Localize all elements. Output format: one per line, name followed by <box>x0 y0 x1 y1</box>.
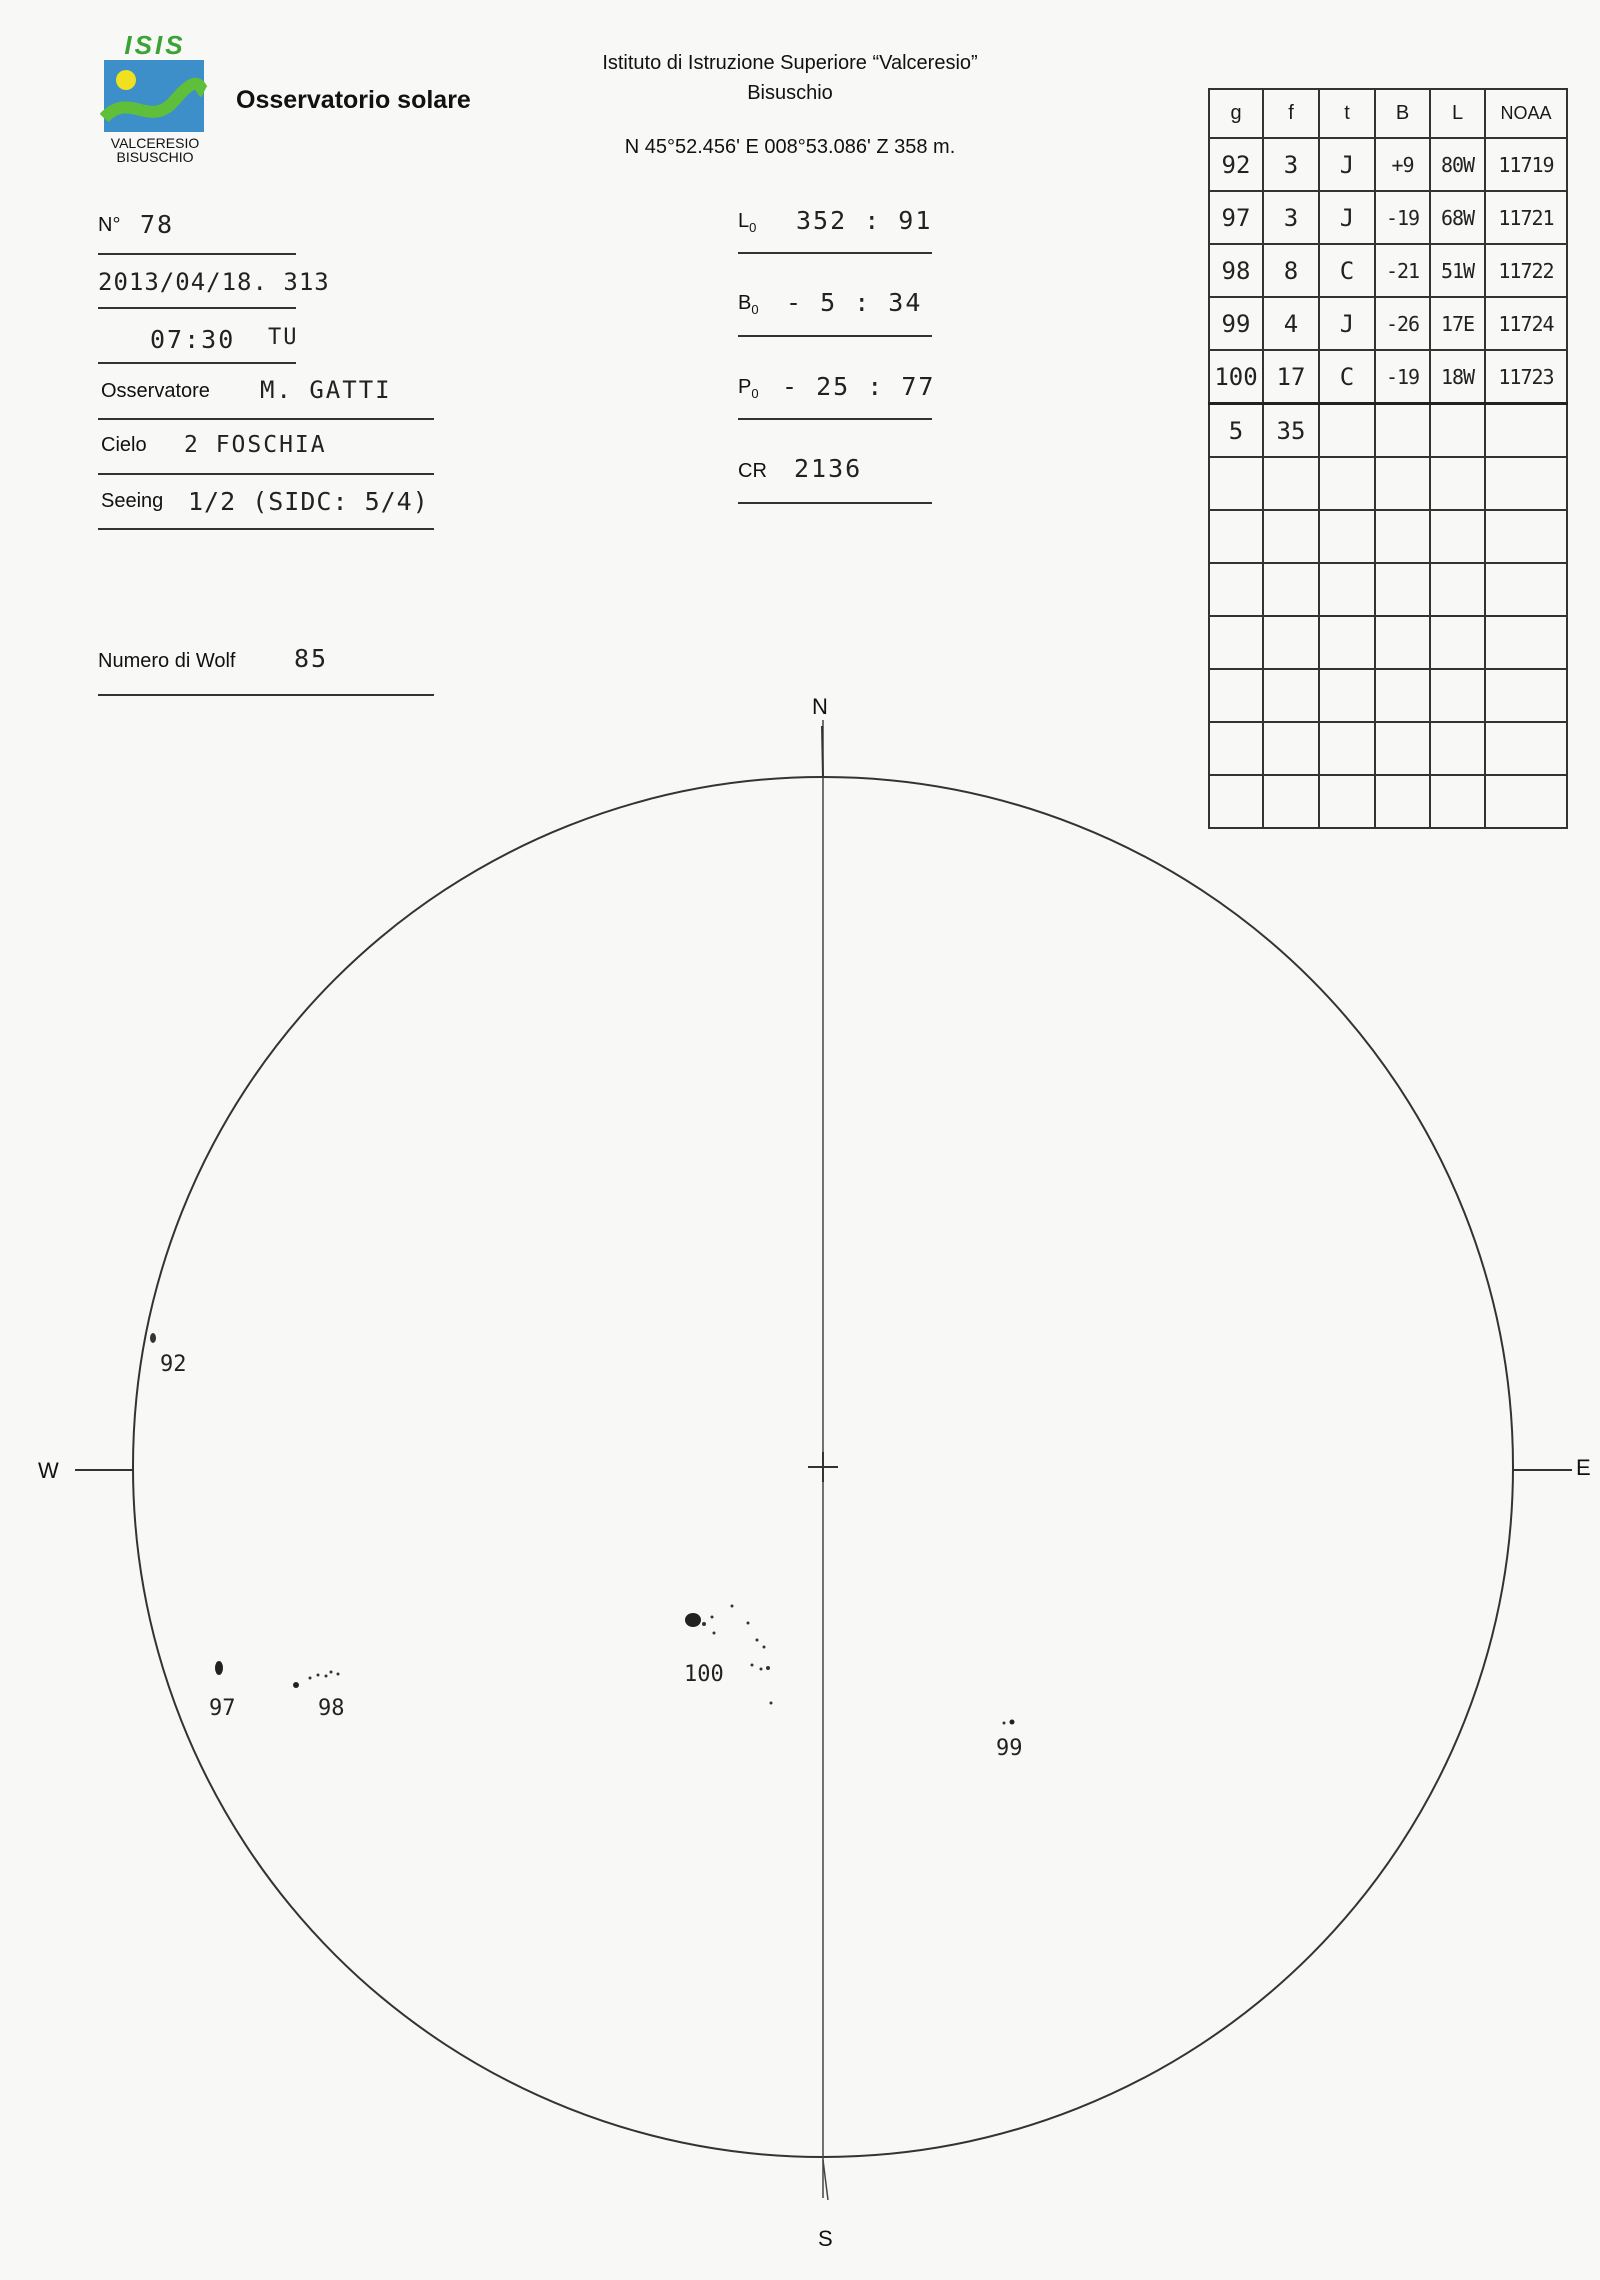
l0-value: 352 : 91 <box>796 206 933 235</box>
table-row <box>1209 350 1567 404</box>
divider <box>98 362 296 364</box>
divider <box>98 528 434 530</box>
seeing-value: 1/2 (SIDC: 5/4) <box>188 487 429 516</box>
column-header: L <box>1430 89 1485 138</box>
observatory-title: Osservatorio solare <box>236 86 471 114</box>
table-row <box>1209 191 1567 244</box>
table-cell: J <box>1319 297 1375 350</box>
divider <box>98 418 434 420</box>
group-label: 97 <box>209 1696 236 1721</box>
column-header: g <box>1209 89 1263 138</box>
table-cell: +9 <box>1375 138 1430 191</box>
seeing-label: Seeing <box>101 490 164 512</box>
compass-north: N <box>812 694 828 719</box>
logo-word: ISIS <box>124 30 186 60</box>
sunspot <box>711 1616 714 1619</box>
totals-row <box>1209 404 1567 458</box>
table-cell: 11724 <box>1485 297 1567 350</box>
table-cell: 11719 <box>1485 138 1567 191</box>
l0-label: $L_0$ <box>738 210 757 235</box>
table-cell: J <box>1319 191 1375 244</box>
group-label: 92 <box>160 1352 187 1377</box>
time-suffix: TU <box>268 325 299 350</box>
table-row <box>1209 244 1567 297</box>
sunspot <box>325 1675 328 1678</box>
table-cell: 17 <box>1263 350 1319 404</box>
divider <box>738 335 932 337</box>
table-cell: -26 <box>1375 297 1430 350</box>
p0-label: $P_0$ <box>738 376 759 401</box>
observer-label: Osservatore <box>101 380 210 402</box>
north-tick <box>822 726 823 778</box>
institute-location: Bisuschio <box>747 82 833 104</box>
total-spots: 35 <box>1263 404 1319 458</box>
sunspot <box>702 1622 706 1626</box>
table-row <box>1209 138 1567 191</box>
sunspot <box>760 1668 763 1671</box>
divider <box>738 502 932 504</box>
table-cell: 4 <box>1263 297 1319 350</box>
logo-caption: BISUSCHIO <box>116 149 194 165</box>
table-cell <box>1375 404 1430 458</box>
b0-value: - 5 : 34 <box>786 288 923 317</box>
table-cell: 17E <box>1430 297 1485 350</box>
observer-name: M. GATTI <box>260 376 392 404</box>
sunspot <box>309 1677 312 1680</box>
table-row <box>1209 297 1567 350</box>
table-cell: J <box>1319 138 1375 191</box>
sunspot <box>150 1333 156 1343</box>
column-header: NOAA <box>1485 89 1567 138</box>
sunspot <box>293 1682 299 1688</box>
divider <box>98 307 296 309</box>
table-cell: 99 <box>1209 297 1263 350</box>
column-header: t <box>1319 89 1375 138</box>
sky-condition: 2 FOSCHIA <box>184 432 327 458</box>
empty-row <box>1209 457 1567 510</box>
sunspot <box>751 1664 754 1667</box>
sky-label: Cielo <box>101 434 147 456</box>
table-cell: 98 <box>1209 244 1263 297</box>
group-label: 100 <box>684 1662 724 1687</box>
table-header-row <box>1209 89 1567 138</box>
sunspot <box>1003 1722 1006 1725</box>
sunspot <box>215 1661 223 1675</box>
observation-time: 07:30 <box>150 325 236 354</box>
table-cell: 3 <box>1263 138 1319 191</box>
table-cell: 51W <box>1430 244 1485 297</box>
compass-east: E <box>1576 1455 1591 1480</box>
group-label: 99 <box>996 1736 1023 1761</box>
cr-label: CR <box>738 460 767 482</box>
wolf-number: 85 <box>294 644 329 673</box>
column-header: f <box>1263 89 1319 138</box>
table-cell: -21 <box>1375 244 1430 297</box>
wolf-number-label: Numero di Wolf <box>98 650 236 672</box>
sunspot <box>713 1632 716 1635</box>
table-cell: 80W <box>1430 138 1485 191</box>
table-cell <box>1485 404 1567 458</box>
solar-disk-drawing <box>0 680 1600 2280</box>
table-cell: C <box>1319 244 1375 297</box>
sunspot <box>766 1666 770 1670</box>
column-header: B <box>1375 89 1430 138</box>
empty-row <box>1209 563 1567 616</box>
sunspot <box>756 1639 759 1642</box>
compass-west: W <box>38 1458 59 1483</box>
carrington-rotation: 2136 <box>794 454 863 483</box>
table-cell: C <box>1319 350 1375 404</box>
table-cell: 11722 <box>1485 244 1567 297</box>
table-cell: -19 <box>1375 191 1430 244</box>
observation-number: 78 <box>140 210 175 239</box>
b0-label: $B_0$ <box>738 292 759 317</box>
table-cell: 68W <box>1430 191 1485 244</box>
sunspot <box>337 1673 340 1676</box>
table-cell: 100 <box>1209 350 1263 404</box>
empty-row <box>1209 510 1567 563</box>
divider <box>98 473 434 475</box>
table-cell: 92 <box>1209 138 1263 191</box>
table-cell: 18W <box>1430 350 1485 404</box>
sunspot <box>747 1622 750 1625</box>
sunspot <box>317 1674 320 1677</box>
table-cell: 8 <box>1263 244 1319 297</box>
table-cell: 11723 <box>1485 350 1567 404</box>
sunspot <box>763 1646 766 1649</box>
sunspot <box>731 1605 734 1608</box>
number-label: N° <box>98 214 121 236</box>
table-cell: 3 <box>1263 191 1319 244</box>
table-cell: 97 <box>1209 191 1263 244</box>
divider <box>98 253 296 255</box>
divider <box>738 418 932 420</box>
sunspot <box>685 1613 701 1627</box>
total-groups: 5 <box>1209 404 1263 458</box>
table-cell <box>1430 404 1485 458</box>
observatory-coordinates: N 45°52.456' E 008°53.086' Z 358 m. <box>624 136 956 158</box>
group-label: 98 <box>318 1696 345 1721</box>
compass-south: S <box>818 2226 833 2251</box>
divider <box>738 252 932 254</box>
observation-date: 2013/04/18. 313 <box>98 268 330 296</box>
table-cell: -19 <box>1375 350 1430 404</box>
table-cell <box>1319 404 1375 458</box>
empty-row <box>1209 616 1567 669</box>
sunspot <box>1010 1720 1015 1725</box>
sunspot <box>770 1702 773 1705</box>
institute-name: Istituto di Istruzione Superiore “Valceresio” <box>602 52 978 74</box>
p0-value: - 25 : 77 <box>782 372 936 401</box>
sunspot <box>330 1671 333 1674</box>
logo-caption: VALCERESIO <box>110 135 200 151</box>
table-cell: 11721 <box>1485 191 1567 244</box>
